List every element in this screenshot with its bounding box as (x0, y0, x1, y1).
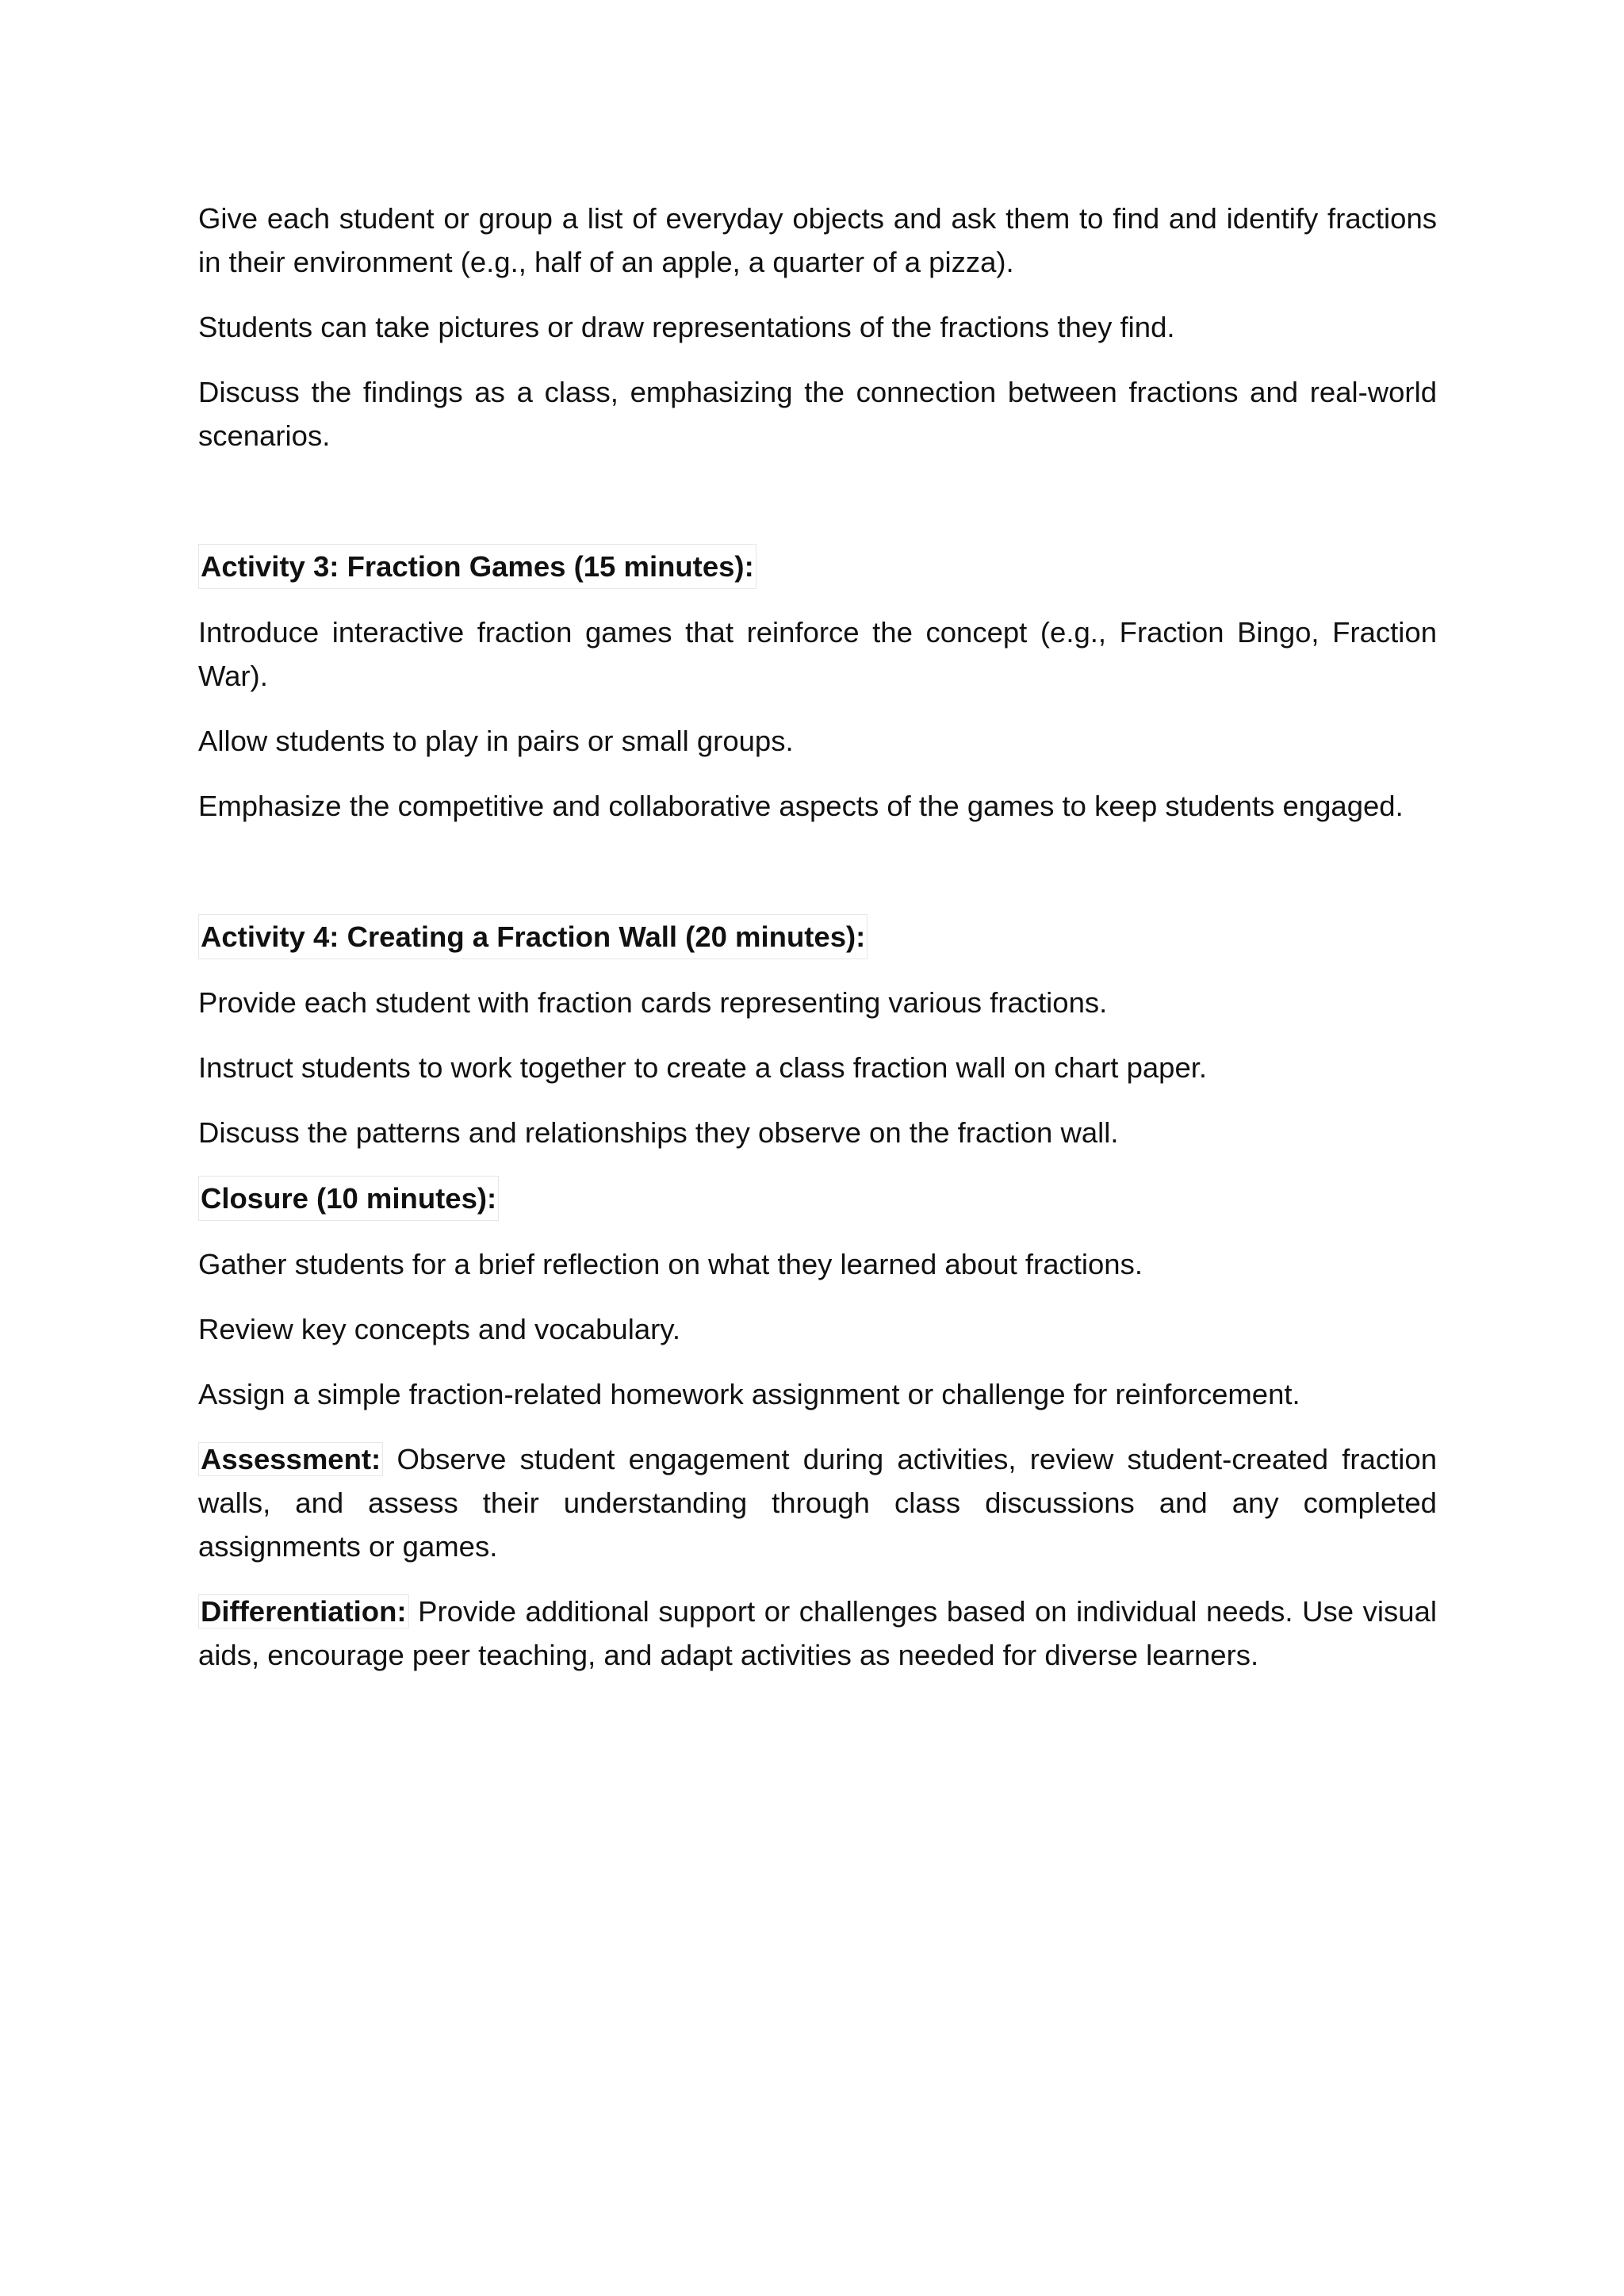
activity4-paragraph-3: Discuss the patterns and relationships they observe on the fraction wall. (198, 1116, 1119, 1149)
closure-paragraph-2: Review key concepts and vocabulary. (198, 1313, 680, 1345)
differentiation-label: Differentiation: (198, 1594, 409, 1628)
assessment-text: Observe student engagement during activities, review student-created fraction walls, and assess their understanding through class discussions and any completed assignments or games. (198, 1443, 1437, 1563)
activity4-heading-row (198, 914, 1437, 959)
activity3-paragraph-1: Introduce interactive fraction games that reinforce the concept (e.g., Fraction Bingo, Fraction War). (198, 616, 1437, 692)
intro-paragraph-3: Discuss the findings as a class, emphasizing the connection between fractions and real-world scenarios. (198, 376, 1437, 452)
activity4-paragraph-1: Provide each student with fraction cards representing various fractions. (198, 986, 1108, 1019)
closure-paragraph-3: Assign a simple fraction-related homework assignment or challenge for reinforcement. (198, 1378, 1300, 1410)
assessment-label: Assessment: (198, 1442, 383, 1476)
assessment-paragraph (198, 1437, 1437, 1568)
section-spacer (198, 479, 1437, 544)
intro-paragraph-2: Students can take pictures or draw representations of the fractions they find. (198, 311, 1175, 343)
differentiation-paragraph (198, 1590, 1437, 1677)
activity3-heading: Activity 3: Fraction Games (15 minutes): (198, 544, 756, 589)
activity3-paragraph-2: Allow students to play in pairs or small groups. (198, 725, 794, 757)
intro-paragraph-1: Give each student or group a list of everyday objects and ask them to find and identify fractions in their environment (e.g., half of an apple, a quarter of a pizza). (198, 202, 1437, 278)
closure-paragraph-1: Gather students for a brief reflection on what they learned about fractions. (198, 1248, 1143, 1280)
activity3-heading-row (198, 544, 1437, 589)
differentiation-text: Provide additional support or challenges based on individual needs. Use visual aids, encourage peer teaching, and adapt activities as needed for diverse learners. (198, 1595, 1437, 1671)
activity4-heading: Activity 4: Creating a Fraction Wall (20 minutes): (198, 914, 868, 959)
document-body (198, 197, 1437, 1698)
closure-heading: Closure (10 minutes): (198, 1176, 499, 1221)
closure-heading-row (198, 1176, 1437, 1221)
activity3-paragraph-3: Emphasize the competitive and collaborative aspects of the games to keep students engaged. (198, 790, 1404, 822)
activity4-paragraph-2: Instruct students to work together to create a class fraction wall on chart paper. (198, 1051, 1208, 1084)
section-spacer (198, 849, 1437, 914)
